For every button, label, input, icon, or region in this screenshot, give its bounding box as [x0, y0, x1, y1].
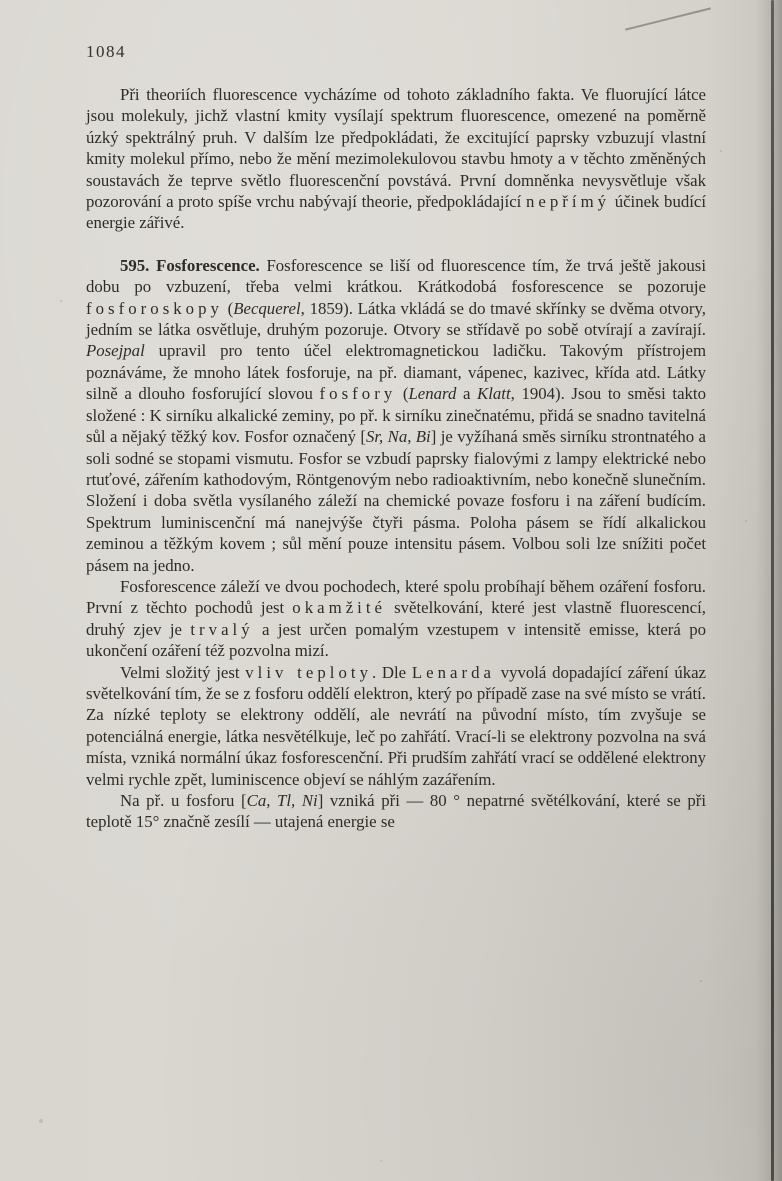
scan-artifact-diagonal-line — [625, 7, 711, 30]
text-segment-normal: . Dle — [372, 662, 412, 682]
text-segment-normal: Fosforescence se liší od fluorescence tím, že trvá ještě jakousi dobu po vzbuzení, třeba velmi krátkou. Krátkodobá fosforescence se pozoruje — [86, 255, 706, 297]
text-segment-normal: účinek budící energie zářivé. — [86, 192, 707, 233]
text-segment-normal: , 1904). Jsou to směsi takto složené : K sirníku alkalické zeminy, po př. k sirníku zinečnatému, přidá se snadno tavitelná sůl a nějaký těžký kov. Fosfor označený [ — [86, 384, 706, 447]
scan-edge-shading — [756, 0, 782, 1181]
text-segment-normal: ( — [222, 298, 234, 318]
text-block — [86, 84, 706, 833]
text-segment-normal: Při theoriích fluorescence vycházíme od tohoto základního fakta. Ve fluorující látce jsou molekuly, jichž vlastní kmity vysílají spektrum fluorescence, omezené na poměrně úzký spektrálný pruh. V dalším lze předpokládati, že excitující paprsky vzbuzují vlastní kmity molekul přímo, nebo že mění mezimolekulovou stavbu hmoty a v těchto změněných soustavách že teprve světlo fluorescenční povstává. První domněnka nevysvětluje však pozorování a proto spíše vrchu nabývají theorie, předpokládající — [86, 85, 706, 212]
para-intro-theories — [86, 84, 706, 234]
text-segment-normal: upravil pro tento účel elektromagnetickou ladičku. Takovým přístrojem poznáváme, že mnoho látek fosforuje, na př. diamant, vápenec, kazivec, křída atd. Látky silně a dlouho fosforující slovou — [86, 341, 706, 404]
text-segment-normal: světelkování, které jest vlastně fluorescencí, druhý zjev je — [86, 598, 706, 639]
text-segment-normal: a jest určen pomalým vzestupem v intensitě emisse, která po ukončení ozáření též pozvolna mizí. — [86, 619, 706, 661]
text-segment-italic: Lenard — [408, 384, 457, 404]
text-segment-spaced: fosforoskopy — [86, 298, 223, 318]
text-segment-spaced: okamžité — [292, 598, 387, 618]
text-segment-normal: , 1859). Látka vkládá se do tmavé skřínky se dvěma otvory, jedním se látka osvětluje, druhým pozoruje. Otvory se střídavě po sobě otvírají a zavírají. — [86, 298, 706, 340]
section-heading-595: 595. Fosforescence. — [120, 255, 260, 275]
text-segment-normal: Velmi složitý jest — [120, 662, 246, 682]
text-segment-normal: Na př. u fosforu [ — [120, 791, 247, 810]
text-segment-normal: vyvolá dopadající záření úkaz světelkování tím, že se z fosforu oddělí elektron, který po případě zase na své místo se vrátí. Za nízké teploty se elektrony oddělí, ale nevrátí na původní místo, tím zvyšuje se potenciálná energie, látka nesvětélkuje, leč po zahřátí. Vrací-li se elektrony pozvolna na svá místa, vzniká normální úkaz fosforescenční. Při prudším zahřátí vrací se oddělené elektrony velmi rychle zpět, luminiscence objeví se náhlým zazářením. — [86, 662, 706, 789]
text-segment-italic: Klatt — [477, 384, 511, 404]
text-segment-normal: Fosforescence záleží ve dvou pochodech, které spolu probíhají během ozáření fosforu. První z těchto pochodů jest — [86, 576, 706, 618]
para-595-fosforescence — [86, 255, 706, 576]
para-temperature-effect — [86, 662, 706, 790]
page-number: 1084 — [86, 42, 126, 61]
text-segment-normal: ] je vyžíhaná směs sirníku strontnatého a soli sodné se stopami vismutu. Fosfor se vzbudí paprsky fialovými z lampy elektrické nebo rtuťové, zářením kathodovým, Röntgenovým nebo radioaktivním, nebo konečně slunečním. Složení i doba světla vysílaného záleží na chemické povaze fosforu i na záření budícím. Spektrum luminiscenční má nanejvýše čtyři pásma. Poloha pásem se řídí alkalickou zeminou a těžkým kovem ; sůl mění pouze intensitu pásem. Volbou soli lze snížiti počet pásem na jedno. — [86, 427, 707, 575]
scan-noise-specks — [0, 0, 2, 2]
text-segment-normal: ] vzniká při — 80 ° nepatrné světélkování, které se při teplotě 15° značně zesílí — utajená energie se — [86, 791, 706, 832]
text-segment-spaced: trvalý — [190, 619, 254, 639]
text-segment-spaced: vliv teploty — [245, 662, 372, 682]
text-segment-italic: Posejpal — [86, 341, 145, 361]
text-segment-normal: a — [456, 384, 478, 404]
text-segment-normal: ( — [396, 384, 409, 404]
para-two-processes — [86, 576, 706, 662]
text-segment-spaced: Lenarda — [411, 662, 496, 682]
text-segment-italic: Ca, Tl, Ni — [246, 791, 318, 810]
para-example-phosphor — [86, 790, 706, 833]
text-segment-italic: Becquerel — [233, 298, 301, 318]
text-segment-spaced: fosfory — [319, 384, 397, 404]
book-edge-line — [771, 0, 774, 1181]
text-segment-spaced: nepřímý — [525, 192, 611, 212]
text-segment-italic: Sr, Na, Bi — [365, 427, 431, 447]
